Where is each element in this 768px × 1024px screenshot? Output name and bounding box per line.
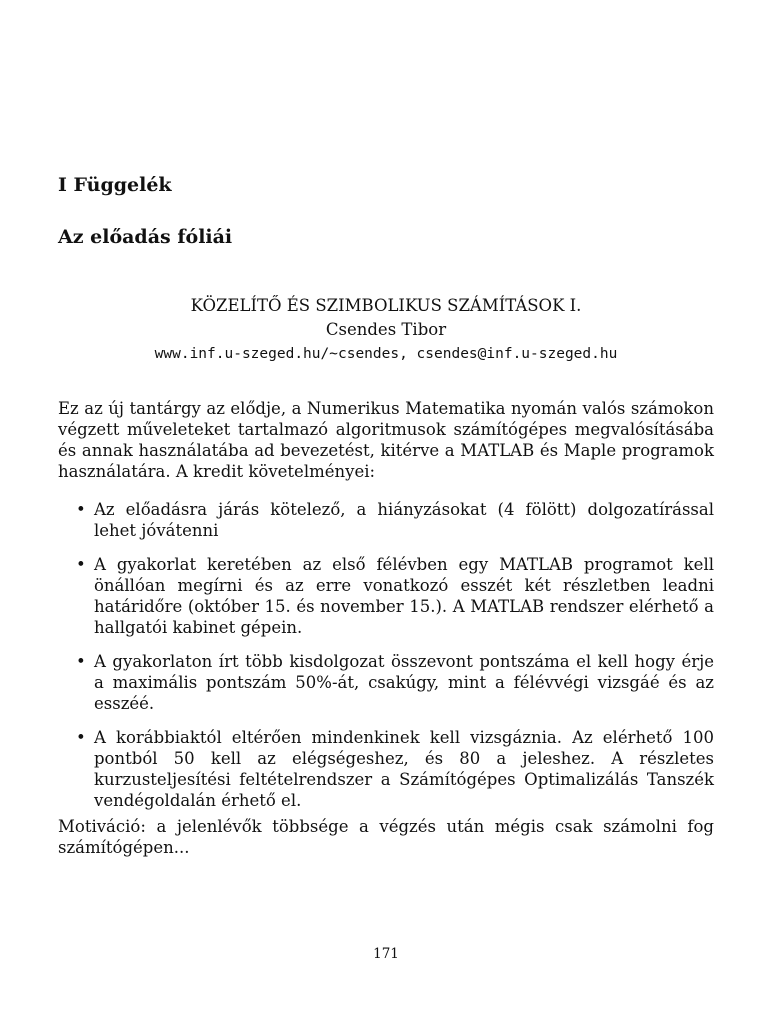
page-number: 171 — [373, 946, 399, 962]
bullet-icon: • — [76, 500, 86, 519]
list-item — [58, 651, 714, 714]
list-item — [58, 554, 714, 638]
list-item-text: A gyakorlaton írt több kisdolgozat összevont pontszáma el kell hogy érje a maximális pontszám 50%-át, csakúgy, mint a félévvégi vizsgáé és az esszéé. — [94, 652, 714, 713]
chapter-heading: I Függelék — [58, 174, 172, 196]
bullet-icon: • — [76, 652, 86, 671]
course-title: KÖZELÍTŐ ÉS SZIMBOLIKUS SZÁMÍTÁSOK I. — [190, 296, 582, 315]
motivation-paragraph: Motiváció: a jelenlévők többsége a végzés után mégis csak számolni fog számítógépen... — [58, 817, 714, 857]
bullet-icon: • — [76, 728, 86, 747]
intro-paragraph: Ez az új tantárgy az elődje, a Numerikus Matematika nyomán valós számokon végzett műveleteket tartalmazó algoritmusok számítógépes megvalósításába és annak használatába ad bevezetést, kitérve a MATLAB és Maple programok használatára. A kredit követelményei: — [58, 399, 714, 481]
list-item-text: A korábbiaktól eltérően mindenkinek kell vizsgáznia. Az elérhető 100 pontból 50 kell az elégségeshez, és 80 a jeleshez. A részletes kurzusteljesítési feltételrendszer a Számítógépes Optimalizálás Tanszék vendégoldalán érhető el. — [94, 728, 714, 810]
list-item — [58, 499, 714, 541]
list-item-text: Az előadásra járás kötelező, a hiányzásokat (4 fölött) dolgozatírással lehet jóvátenni — [94, 500, 714, 540]
author-name: Csendes Tibor — [325, 320, 447, 339]
contact-links: www.inf.u-szeged.hu/∼csendes, csendes@inf.u-szeged.hu — [154, 346, 618, 362]
requirements-list — [58, 499, 714, 824]
list-item — [58, 727, 714, 811]
section-heading: Az előadás fóliái — [58, 226, 233, 248]
bullet-icon: • — [76, 555, 86, 574]
list-item-text: A gyakorlat keretében az első félévben egy MATLAB programot kell önállóan megírni és az erre vonatkozó esszét két részletben leadni határidőre (október 15. és november 15.). A MATLAB rendszer elérhető a hallgatói kabinet gépein. — [94, 555, 714, 637]
title-block — [58, 294, 714, 366]
document-page — [58, 0, 714, 1024]
